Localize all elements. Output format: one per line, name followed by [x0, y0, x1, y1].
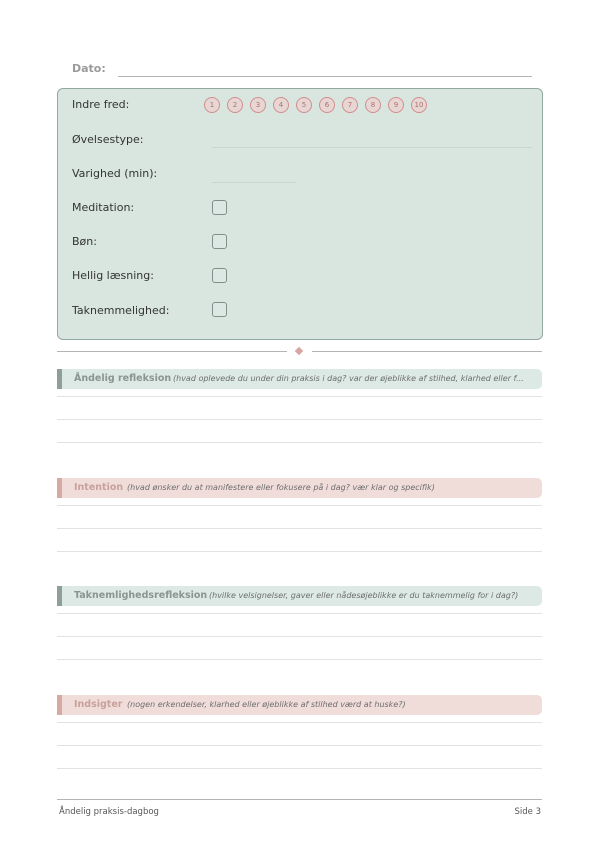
section-hint: (hvilke velsignelser, gaver eller nådesøjeblikke er du taknemmelig for i dag?) [209, 591, 519, 600]
section-accent-bar [57, 478, 62, 498]
footer-divider [57, 799, 542, 800]
prayer-label: Bøn: [72, 235, 97, 248]
section-insights [57, 695, 542, 715]
writing-line[interactable] [57, 613, 542, 614]
writing-line[interactable] [57, 551, 542, 552]
scale-option-10[interactable]: 10 [411, 97, 427, 113]
scale-option-5[interactable]: 5 [296, 97, 312, 113]
duration-label: Varighed (min): [72, 167, 158, 180]
footer-journal-title: Åndelig praksis-dagbog [59, 807, 159, 817]
sacred-reading-checkbox[interactable] [212, 268, 227, 283]
practice-panel [57, 88, 543, 340]
section-accent-bar [57, 586, 62, 606]
section-gratitude-reflection [57, 586, 542, 606]
footer-page-number: Side 3 [514, 807, 541, 817]
scale-option-3[interactable]: 3 [250, 97, 266, 113]
writing-line[interactable] [57, 528, 542, 529]
writing-line[interactable] [57, 636, 542, 637]
writing-line[interactable] [57, 505, 542, 506]
section-accent-bar [57, 695, 62, 715]
date-label: Dato: [72, 62, 106, 75]
meditation-checkbox[interactable] [212, 200, 227, 215]
inner-peace-label: Indre fred: [72, 98, 130, 111]
gratitude-checkbox[interactable] [212, 302, 227, 317]
scale-option-1[interactable]: 1 [204, 97, 220, 113]
writing-line[interactable] [57, 442, 542, 443]
section-hint: (hvad oplevede du under din praksis i dag? var der øjeblikke af stilhed, klarhed eller f... [173, 374, 524, 383]
section-spiritual-reflection [57, 369, 542, 389]
section-hint: (hvad ønsker du at manifestere eller fokusere på i dag? vær klar og specifik) [127, 483, 435, 492]
divider-right [312, 351, 542, 352]
scale-option-7[interactable]: 7 [342, 97, 358, 113]
writing-line[interactable] [57, 722, 542, 723]
scale-option-8[interactable]: 8 [365, 97, 381, 113]
section-accent-bar [57, 369, 62, 389]
date-field[interactable] [118, 76, 532, 77]
prayer-checkbox[interactable] [212, 234, 227, 249]
sacred-reading-label: Hellig læsning: [72, 269, 154, 282]
writing-line[interactable] [57, 419, 542, 420]
scale-option-2[interactable]: 2 [227, 97, 243, 113]
writing-line[interactable] [57, 396, 542, 397]
diamond-ornament-icon [295, 347, 303, 355]
section-hint: (nogen erkendelser, klarhed eller øjeblikke af stilhed værd at huske?) [127, 700, 406, 709]
section-intention [57, 478, 542, 498]
section-title: Åndelig refleksion [74, 373, 172, 384]
meditation-label: Meditation: [72, 201, 135, 214]
gratitude-label: Taknemmelighed: [72, 304, 170, 317]
duration-field[interactable] [212, 182, 296, 183]
writing-line[interactable] [57, 659, 542, 660]
section-title: Intention [74, 482, 124, 493]
section-title: Indsigter [74, 699, 123, 710]
writing-line[interactable] [57, 768, 542, 769]
scale-option-4[interactable]: 4 [273, 97, 289, 113]
exercise-type-field[interactable] [212, 147, 532, 148]
exercise-type-label: Øvelsestype: [72, 133, 144, 146]
date-row [72, 62, 532, 80]
scale-option-6[interactable]: 6 [319, 97, 335, 113]
divider-left [57, 351, 287, 352]
section-title: Taknemlighedsrefleksion [74, 590, 208, 601]
writing-line[interactable] [57, 745, 542, 746]
scale-option-9[interactable]: 9 [388, 97, 404, 113]
